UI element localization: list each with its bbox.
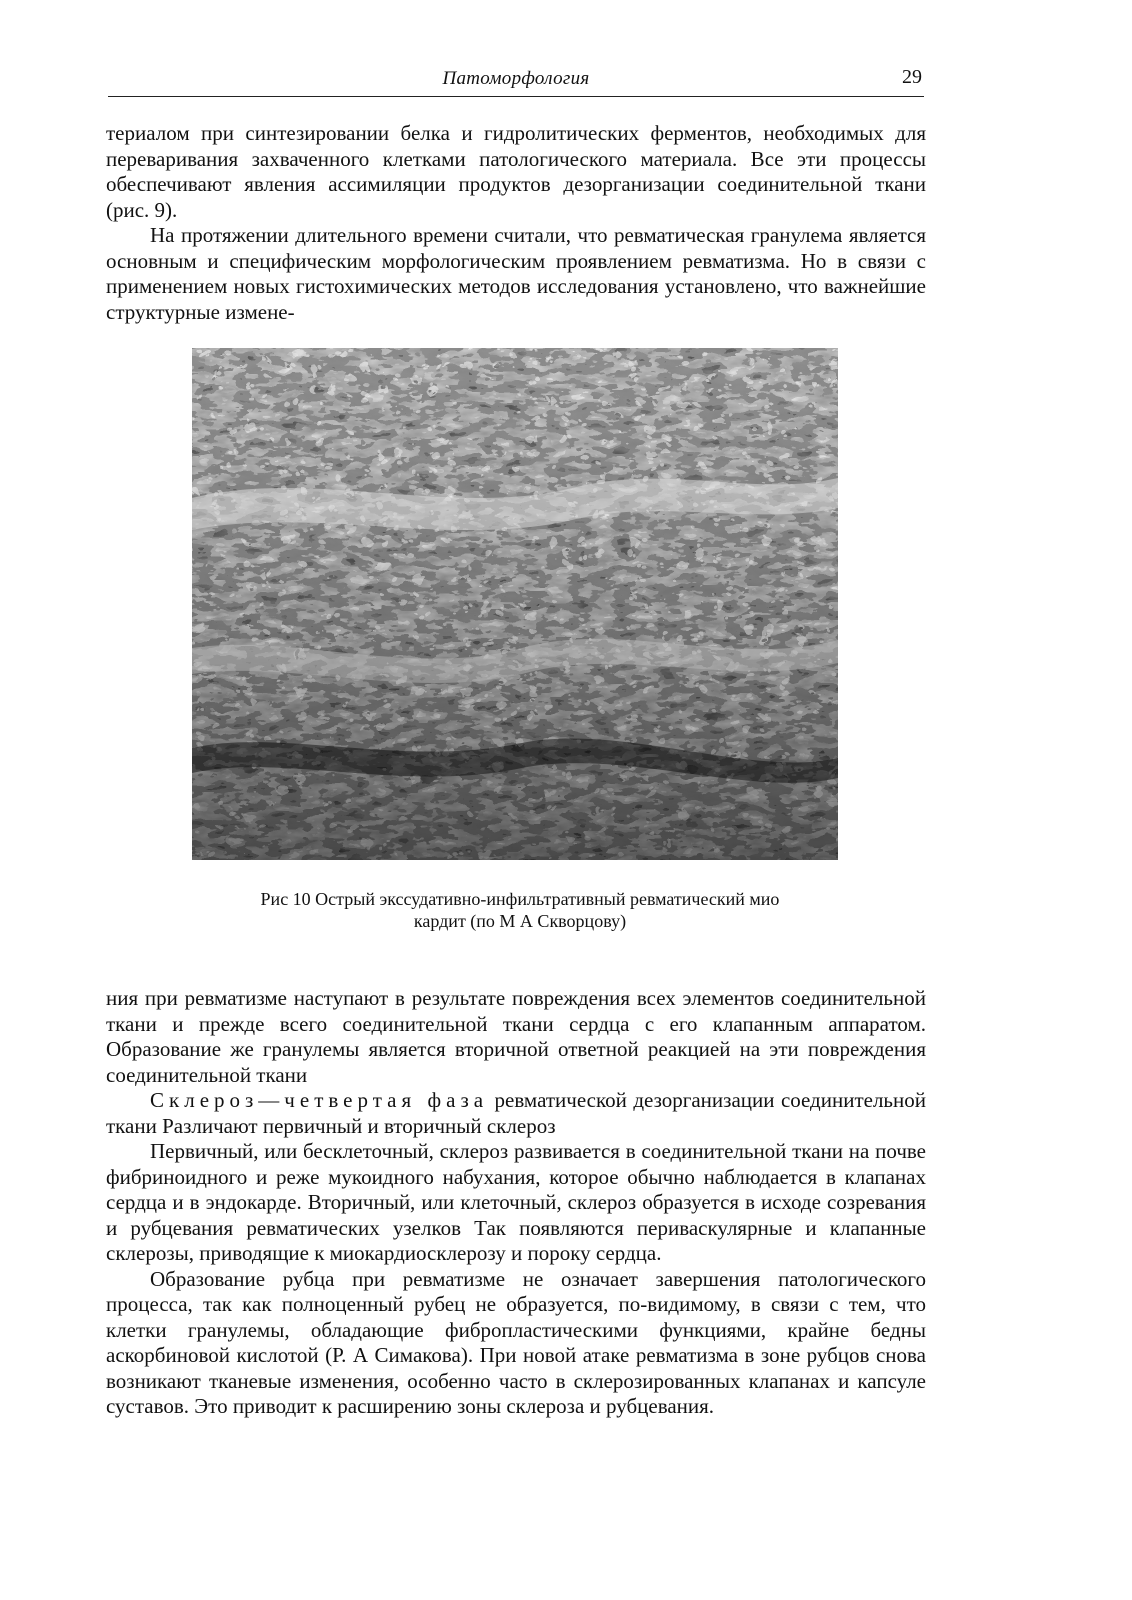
figure-caption xyxy=(170,888,870,932)
caption-line-2: кардит (по М А Скворцову) xyxy=(413,911,627,931)
paragraph-granuloma: На протяжении длительного времени считали, что ревматическая гранулема является основным и специфическим морфологическим проявлением ревматизма. Но в связи с применением новых гистохимических методов исследования установлено, что важнейшие структурные измене- xyxy=(106,223,926,324)
bottom-text-block xyxy=(106,986,926,1420)
top-text-block xyxy=(106,121,926,325)
sclerosis-phase-text: ревматической дезорганизации соединительной ткани Различают первичный и вторичный склероз xyxy=(106,1088,926,1138)
micrograph-figure xyxy=(192,348,838,860)
caption-line-1: Рис 10 Острый экссудативно-инфильтративный ревматический мио xyxy=(260,889,780,909)
sclerosis-term: Склероз—четвертая фаза xyxy=(150,1088,489,1112)
running-header xyxy=(108,62,924,97)
micrograph-image xyxy=(192,348,838,860)
page-number: 29 xyxy=(902,66,922,88)
paragraph-continued: териалом при синтезировании белка и гидролитических ферментов, необходимых для переваривания захваченного клетками патологического материала. Все эти процессы обеспечивают явления ассимиляции продуктов дезорганизации соединительной ткани (рис. 9). xyxy=(106,121,926,222)
running-title: Патоморфология xyxy=(442,68,590,89)
paragraph-lesions: ния при ревматизме наступают в результате повреждения всех элементов соединительной ткани и прежде всего соединительной ткани сердца с его клапанным аппаратом. Образование же гранулемы является вторичной ответной реакцией на эти повреждения соединительной ткани xyxy=(106,986,926,1087)
paragraph-primary-secondary-sclerosis: Первичный, или бесклеточный, склероз развивается в соединительной ткани на почве фибриноидного и реже мукоидного набухания, которое обычно наблюдается в клапанах сердца и в эндокарде. Вторичный, или клеточный, склероз образуется в исходе созревания и рубцевания ревматических узелков Так появляются периваскулярные и клапанные склерозы, приводящие к миокардиосклерозу и пороку сердца. xyxy=(106,1139,926,1265)
paragraph-scar-formation: Образование рубца при ревматизме не означает завершения патологического процесса, так как полноценный рубец не образуется, по-видимому, в связи с тем, что клетки гранулемы, обладающие фибропластическими функциями, крайне бедны аскорбиновой кислотой (Р. А Симакова). При новой атаке ревматизма в зоне рубцов снова возникают тканевые изменения, особенно часто в склерозированных клапанах и капсуле суставов. Это приводит к расширению зоны склероза и рубцевания. xyxy=(106,1266,926,1418)
paragraph-sclerosis-phase xyxy=(106,1088,926,1139)
